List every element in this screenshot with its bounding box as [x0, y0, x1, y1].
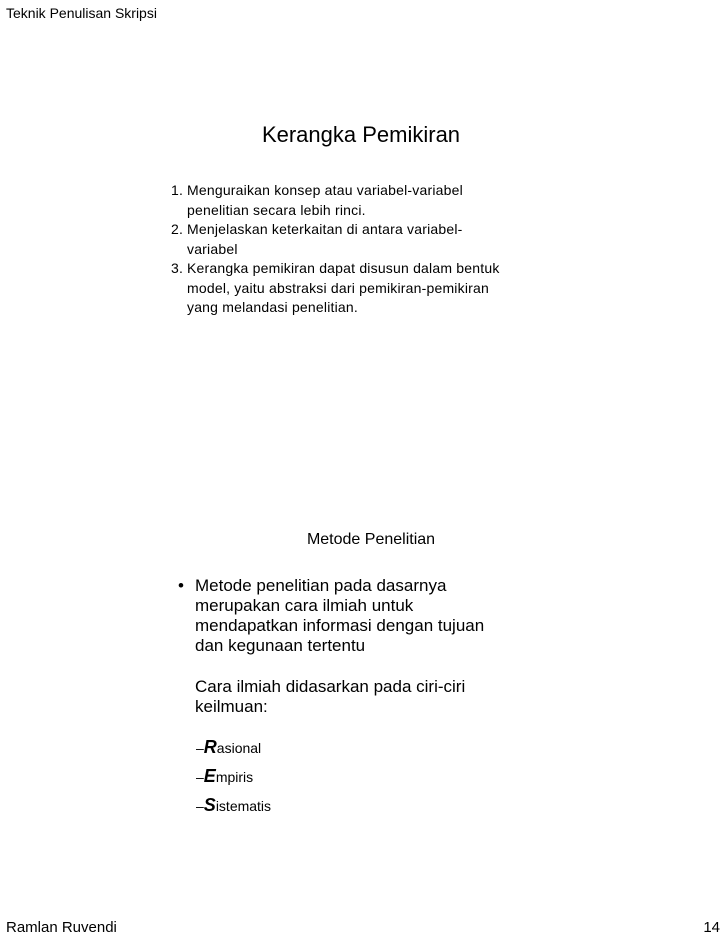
list-line: penelitian secara lebih rinci.: [187, 201, 366, 218]
bullet-line: dan kegunaan tertentu: [195, 636, 366, 655]
dash-item: [196, 763, 271, 792]
dash-icon: –: [196, 740, 204, 756]
bullet-icon: •: [178, 576, 184, 595]
initial-letter: E: [203, 766, 216, 786]
list-line: Menjelaskan keterkaitan di antara variabel-: [187, 221, 463, 237]
bullet-line: Metode penelitian pada dasarnya: [195, 576, 447, 595]
list-item: [171, 259, 571, 318]
bullet-block: [175, 576, 555, 717]
dash-icon: –: [196, 798, 204, 814]
slide-title-kerangka: Kerangka Pemikiran: [261, 122, 461, 147]
slide-title-metode: Metode Penelitian: [306, 531, 436, 548]
word-rest: mpiris: [215, 769, 254, 785]
bullet-item: [175, 576, 555, 656]
list-line: variabel: [187, 240, 238, 257]
list-line: Menguraikan konsep atau variabel-variabel: [187, 182, 463, 198]
paragraph-line: keilmuan:: [195, 697, 268, 716]
word-rest: asional: [216, 740, 262, 756]
dash-list: [196, 734, 271, 821]
dash-icon: –: [196, 769, 204, 785]
list-number: 2.: [171, 221, 184, 237]
list-line: model, yaitu abstraksi dari pemikiran-pemikiran: [187, 279, 489, 296]
footer-author: Ramlan Ruvendi: [6, 919, 117, 936]
dash-item: [196, 792, 271, 821]
bullet-line: mendapatkan informasi dengan tujuan: [195, 616, 485, 635]
paragraph: [175, 677, 555, 717]
paragraph-line: Cara ilmiah didasarkan pada ciri-ciri: [195, 677, 466, 696]
initial-letter: S: [203, 795, 216, 815]
list-item: [171, 220, 571, 259]
dash-item: [196, 734, 271, 763]
list-line: Kerangka pemikiran dapat disusun dalam bentuk: [187, 260, 500, 276]
page-number: 14: [703, 919, 720, 936]
initial-letter: R: [203, 737, 217, 757]
numbered-list: [171, 181, 571, 318]
word-rest: istematis: [215, 798, 272, 814]
list-line: yang melandasi penelitian.: [187, 299, 358, 315]
running-header: Teknik Penulisan Skripsi: [6, 5, 157, 21]
list-number: 3.: [171, 260, 184, 276]
list-number: 1.: [171, 182, 184, 198]
list-item: [171, 181, 571, 220]
bullet-line: merupakan cara ilmiah untuk: [195, 596, 414, 615]
